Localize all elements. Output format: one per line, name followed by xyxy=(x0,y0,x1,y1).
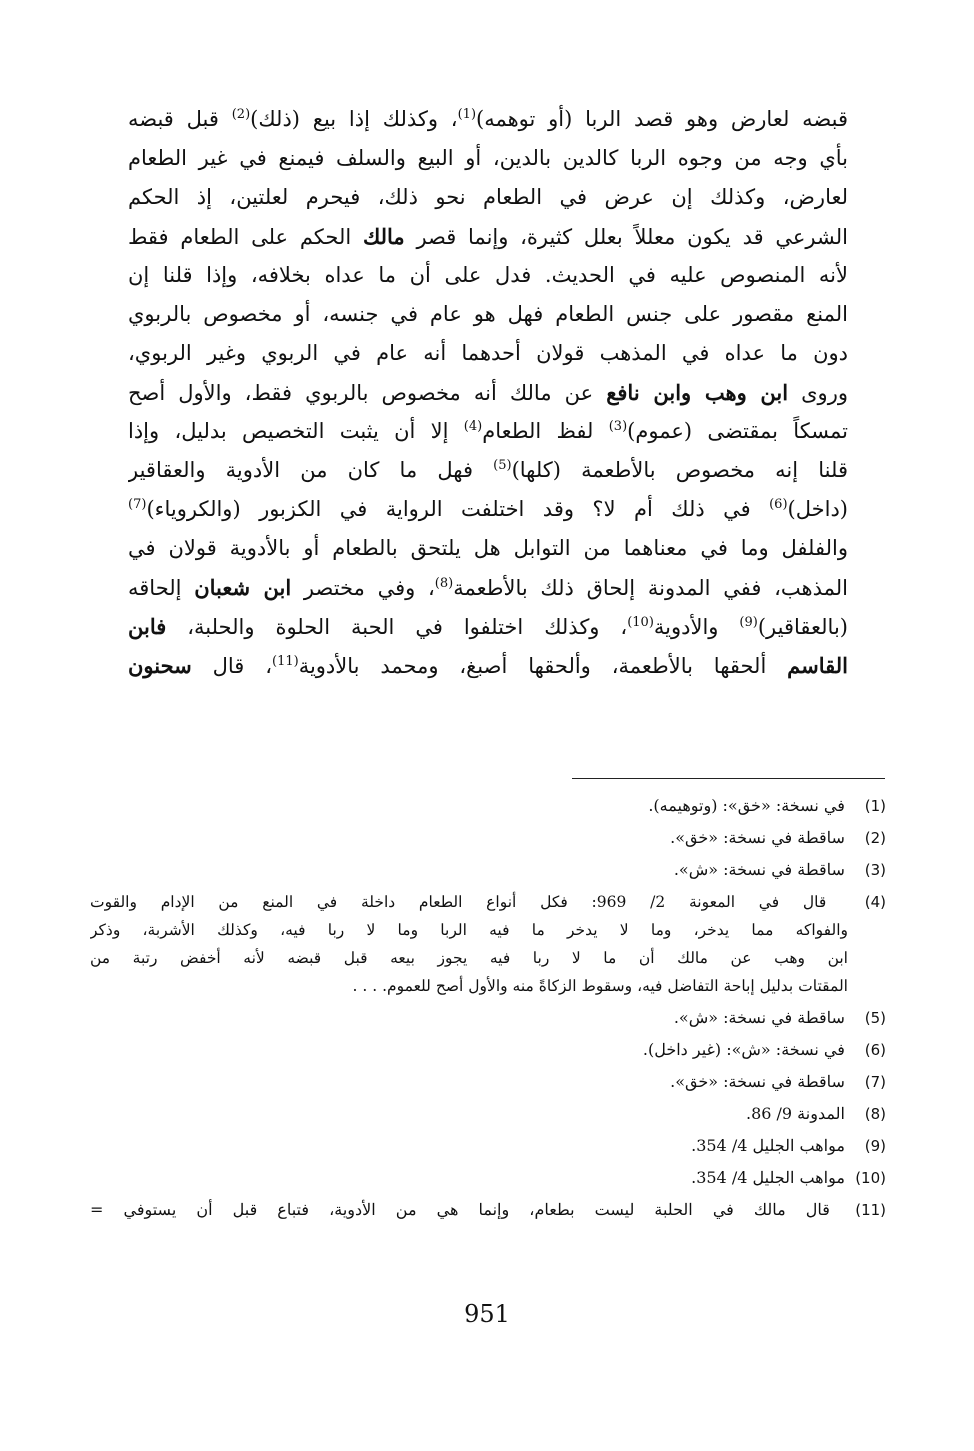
text-line: لعارض، وكذلك إن عرض في الطعام نحو ذلك، فيحرم لعلتين، إذ الحكم xyxy=(128,185,848,209)
footnote-item: (9) مواهب الجليل 4/ 354. xyxy=(90,1130,886,1162)
footnote-ref[interactable]: (1) xyxy=(457,107,477,122)
footnote-ref[interactable]: (2) xyxy=(231,107,251,122)
text-line: وروى ابن وهب وابن نافع عن مالك أنه مخصوص بالربوي فقط، والأول أصح xyxy=(128,380,848,405)
footnote-ref[interactable]: (4) xyxy=(463,419,483,434)
name-highlight: فابن xyxy=(128,614,167,639)
footnote-ref[interactable]: (3) xyxy=(608,419,628,434)
footnote-ref[interactable]: (7) xyxy=(128,497,147,512)
footnote-item: (5) ساقطة في نسخة: «ش». xyxy=(90,1002,886,1034)
name-highlight: ابن شعبان xyxy=(194,575,292,600)
footnote-number: (11) xyxy=(855,1201,886,1219)
footnote-number: (9) xyxy=(864,1137,886,1155)
footnote-number: (4) xyxy=(864,893,886,911)
text-line: الشرعي قد يكون معللاً بعلل كثيرة، وإنما قصر مالك الحكم على الطعام فقط xyxy=(128,224,848,249)
footnotes xyxy=(90,790,886,1226)
footnote-ref[interactable]: (11) xyxy=(271,654,299,669)
name-highlight: سحنون xyxy=(128,653,192,678)
main-text xyxy=(128,100,848,685)
text-line: المذهب، ففي المدونة إلحاق ذلك بالأطعمة$^{(8)}$، وفي مختصر ابن شعبان إلحاقه xyxy=(128,575,848,600)
footnote-ref[interactable]: (9) xyxy=(739,615,758,630)
text-line: دون ما عداه في المذهب قولان أحدهما أنه عام في الربوي وغير الربوي، xyxy=(128,341,848,365)
text-line: (بالعقاقير)$^{(9)}$ والأدوية$^{(10)}$، وكذلك اختلفوا في الحبة الحلوة والحلبة، فابن xyxy=(128,614,848,639)
footnote-number: (3) xyxy=(864,861,886,879)
footnote-ref[interactable]: (8) xyxy=(434,576,454,591)
page-number: 951 xyxy=(464,1300,510,1328)
footnote-number: (6) xyxy=(864,1041,886,1059)
name-highlight: القاسم xyxy=(787,653,848,678)
footnote-number: (7) xyxy=(864,1073,886,1091)
footnote-item: (7) ساقطة في نسخة: «خق». xyxy=(90,1066,886,1098)
name-highlight: ابن وهب وابن نافع xyxy=(606,380,789,405)
text-line: تمسكاً بمقتضى (عموم)$^{(3)}$ لفظ الطعام$^{(4)}$ إلا أن يثبت التخصيص بدليل، وإذا xyxy=(128,419,848,443)
footnote-ref[interactable]: (5) xyxy=(493,458,512,473)
footnote-divider xyxy=(572,778,885,779)
footnote-number: (8) xyxy=(864,1105,886,1123)
footnote-item: (4) قال في المعونة 2/ 969: فكل أنواع الطعام داخلة في المنع من الإدام والقوت والفواكه مما يدخر، وما لا يدخر ما فيه الربا وما لا ربا فيه، وكذلك الأشربة، وذكر ابن وهب عن مالك أن ما لا ربا فيه يجوز بيعه قبل قبضه لأنه أخفض رتبة من المقتات بدليل إباحة التفاضل فيه، وسقوط الزكاةً منه والأول أصح للعموم. . . . xyxy=(90,886,886,1002)
footnote-item: (1) في نسخة: «خق»: (وتوهيمه). xyxy=(90,790,886,822)
footnote-item: (3) ساقطة في نسخة: «ش». xyxy=(90,854,886,886)
text-line: بأي وجه من وجوه الربا كالدين بالدين، أو البيع والسلف فيمنع في غير الطعام xyxy=(128,146,848,170)
footnote-item: (11) قال مالك في الحلبة ليست بطعام، وإنما هي من الأدوية، فتباع قبل أن يستوفي = xyxy=(90,1194,886,1226)
footnote-number: (5) xyxy=(864,1009,886,1027)
footnote-item: (10) مواهب الجليل 4/ 354. xyxy=(90,1162,886,1194)
footnote-ref[interactable]: (6) xyxy=(769,497,788,512)
text-line: قبضه لعارض وهو قصد الربا (أو توهمه)$^{(1)}$، وكذلك إذا بيع (ذلك)$^{(2)}$ قبل قبضه xyxy=(128,107,848,131)
footnote-number: (10) xyxy=(855,1169,886,1187)
text-line: لأنه المنصوص عليه في الحديث. فدل على أن ما عداه بخلافه، وإذا قلنا إن xyxy=(128,263,848,287)
footnote-number: (2) xyxy=(864,829,886,847)
text-line: والفلفل وما في معناهما من التوابل هل يلتحق بالطعام أو بالأدوية قولان في xyxy=(128,536,848,560)
text-line: (داخل)$^{(6)}$ في ذلك أم لا؟ وقد اختلفت الرواية في الكزبور (والكروياء)$^{(7)}$ xyxy=(128,497,848,521)
footnote-ref[interactable]: (10) xyxy=(627,615,654,630)
footnote-item: (6) في نسخة: «ش»: (غير داخل). xyxy=(90,1034,886,1066)
text-line: قلنا إنه مخصوص بالأطعمة (كلها)$^{(5)}$ فهل ما كان من الأدوية والعقاقير xyxy=(128,458,848,482)
footnote-number: (1) xyxy=(864,797,886,815)
text-line: القاسم ألحقها بالأطعمة، وألحقها أصبغ، ومحمد بالأدوية$^{(11)}$، قال سحنون xyxy=(128,653,848,678)
text-line: المنع مقصور على جنس الطعام فهل هو عام في جنسه، أو مخصوص بالربوي xyxy=(128,302,848,326)
name-highlight: مالك xyxy=(362,224,405,249)
footnote-item: (8) المدونة 9/ 86. xyxy=(90,1098,886,1130)
footnote-item: (2) ساقطة في نسخة: «خق». xyxy=(90,822,886,854)
